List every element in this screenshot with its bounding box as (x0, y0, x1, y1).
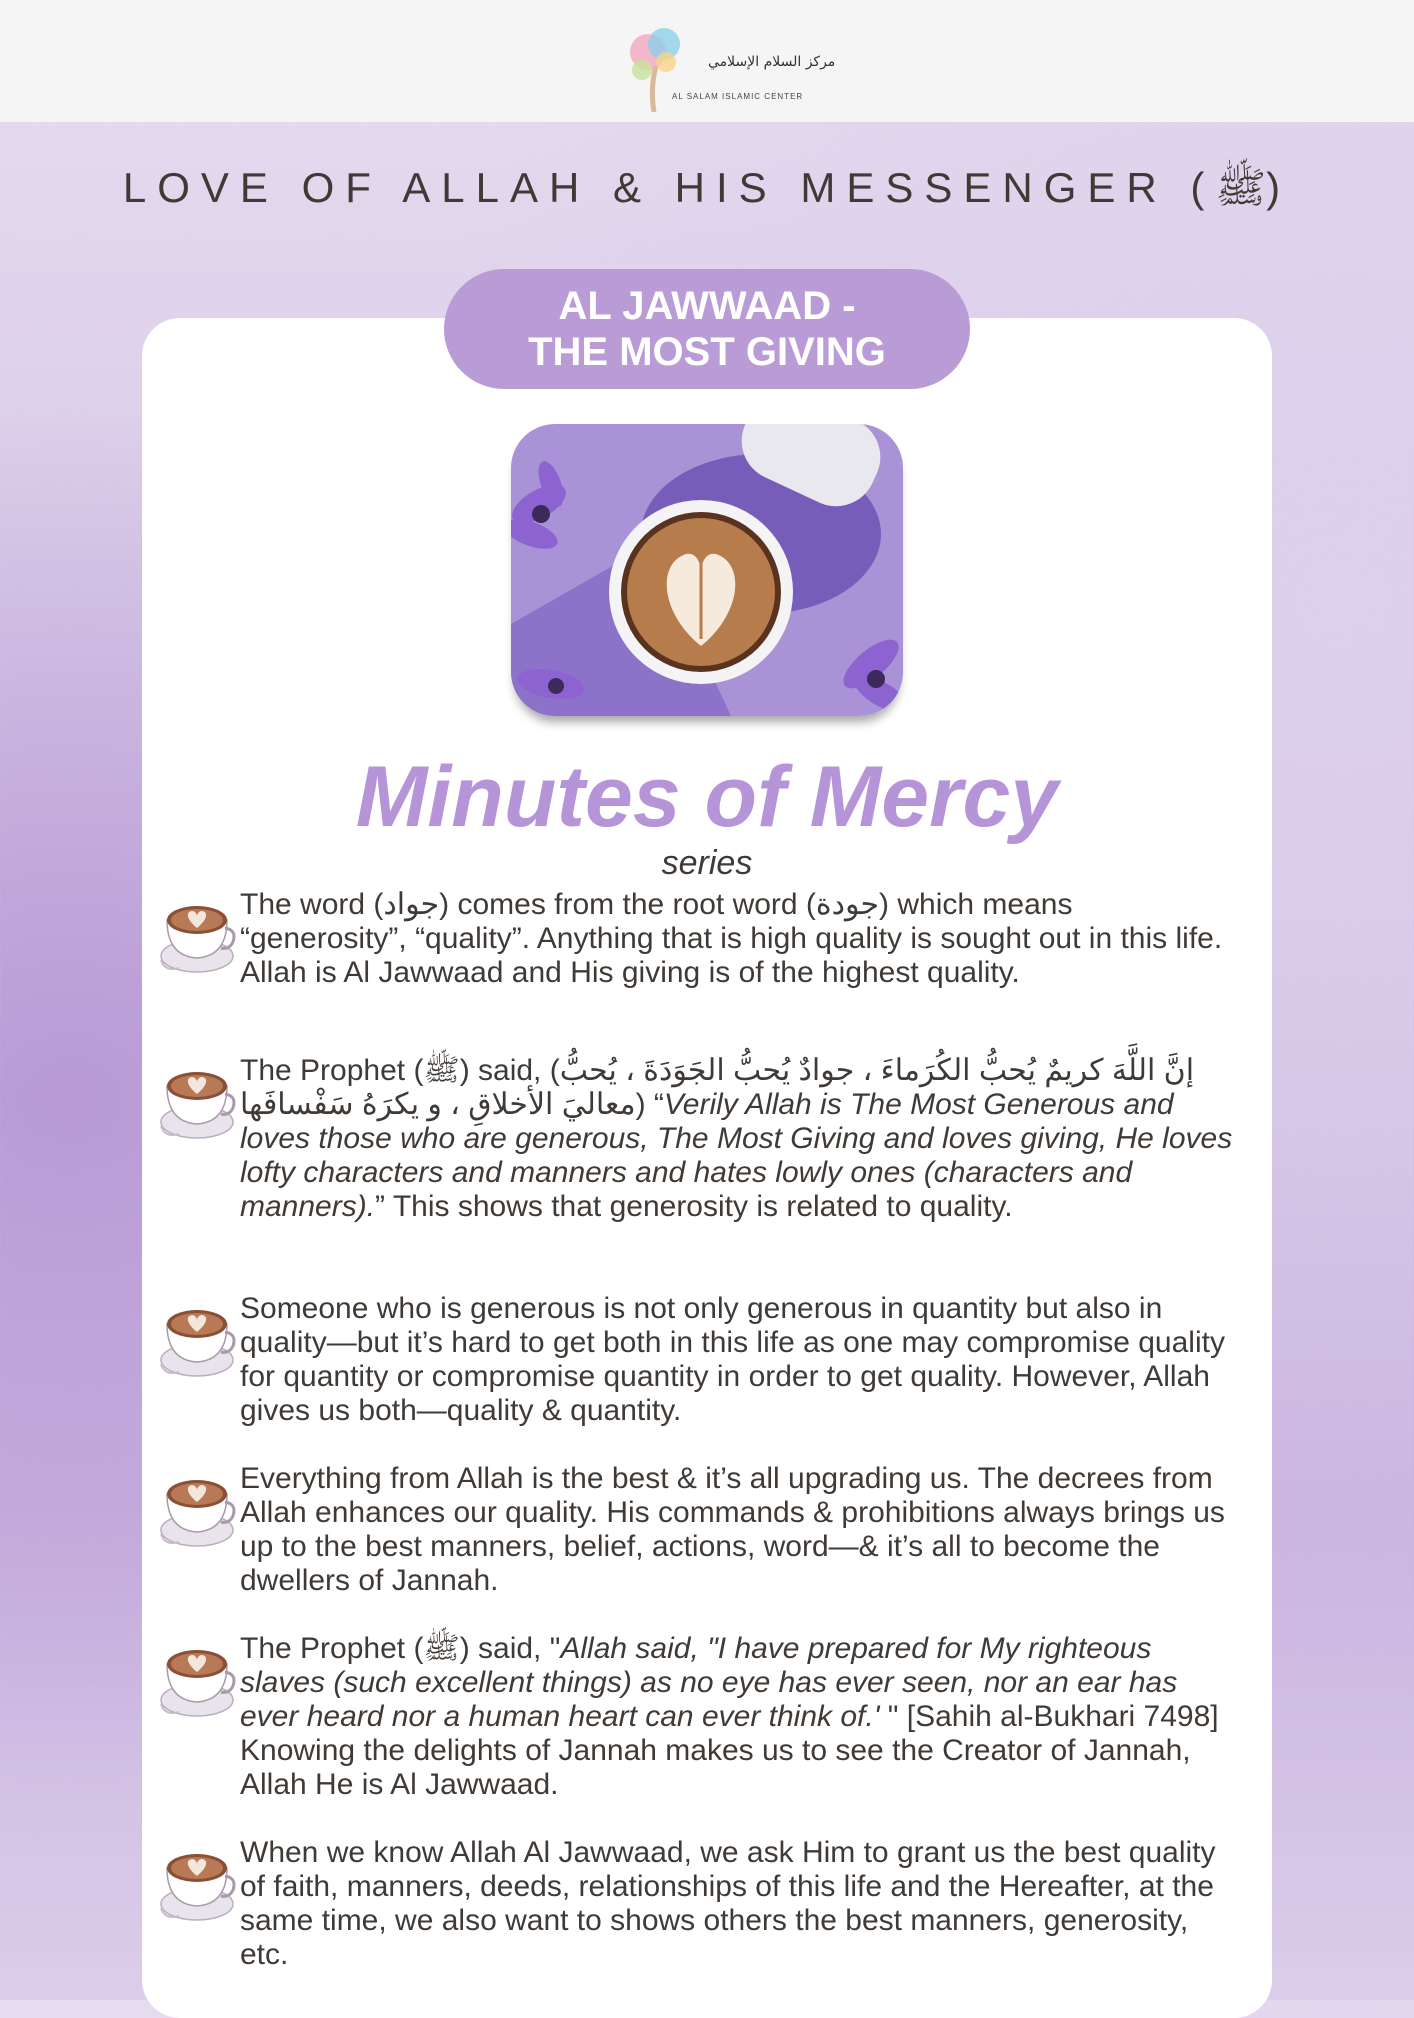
series-title: Minutes of Mercy (355, 749, 1059, 845)
item-text: Someone who is generous is not only generous in quantity but also in quality—but it’s hard to get both in this life as one may compromise quality for quantity or compromise quantity in order to get quality. However, Allah gives us both—quality & quantity. (240, 1292, 1225, 1427)
logo-english-text: AL SALAM ISLAMIC CENTER (672, 92, 804, 101)
series-subtitle: series (661, 844, 753, 882)
item-text: The Prophet (ﷺ) said, "Allah said, "I have prepared for My righteous slaves (such excellent things) as no eye has ever seen, nor an ear has ever heard nor a human heart can ever think of.' " [Sahih al-Bukhari 7498] Knowing the delights of Jannah makes us to see the Creator of Jannah, Allah He is Al Jawwaad. (240, 1632, 1219, 1801)
page-headline: LOVE OF ALLAH & HIS MESSENGER (ﷺ) (122, 164, 1292, 211)
item-text: The Prophet (ﷺ) said, (إنَّ اللَّهَ كريمٌ يُحبُّ الكُرَماءَ ، جوادٌ يُحبُّ الجَوَدَةَ ، يُحبُّ معاليَ الأخلاقِ ، و يكرَهُ سَفْسافَها) “Verily Allah is The Most Generous and loves those who are generous, The Most Giving and loves giving, He loves lofty characters and manners and hates lowly ones (characters and manners).” This shows that generosity is related to quality. (240, 1054, 1233, 1223)
name-badge (444, 269, 970, 389)
logo-arabic-text: مركز السلام الإسلامي (708, 54, 836, 70)
coffee-cup-icon (157, 1838, 237, 1926)
header-bar (0, 0, 1414, 122)
coffee-cup-icon (157, 890, 237, 978)
coffee-photo (511, 424, 903, 716)
hadith-quote: Allah said, "I have prepared for My righteous slaves (such excellent things) as no eye has ever seen, nor an ear has ever heard nor a human heart can ever think of.' (240, 1632, 1178, 1733)
item-text: Everything from Allah is the best & it’s all upgrading us. The decrees from Allah enhances our quality. His commands & prohibitions always brings us up to the best manners, belief, actions, word—& it’s all to become the dwellers of Jannah. (240, 1462, 1225, 1597)
coffee-cup-icon (157, 1056, 237, 1144)
badge-line-2: THE MOST GIVING (528, 330, 886, 374)
coffee-cup-icon (157, 1634, 237, 1722)
al-salam-logo[interactable] (620, 18, 836, 114)
badge-line-1: AL JAWWAAD - (558, 284, 856, 328)
coffee-cup-icon (157, 1464, 237, 1552)
item-text: The word (جواد) comes from the root word (جودة) which means “generosity”, “quality”. Anything that is high quality is sought out in this life. Allah is Al Jawwaad and His giving is of the highest quality. (240, 888, 1223, 989)
coffee-cup-icon (157, 1294, 237, 1382)
item-text: When we know Allah Al Jawwaad, we ask Him to grant us the best quality of faith, manners, deeds, relationships of this life and the Hereafter, at the same time, we also want to shows others the best manners, generosity, etc. (240, 1836, 1216, 1971)
hadith-quote: Verily Allah is The Most Generous and loves those who are generous, The Most Giving and loves giving, He loves lofty characters and manners and hates lowly ones (characters and manners). (240, 1088, 1233, 1223)
